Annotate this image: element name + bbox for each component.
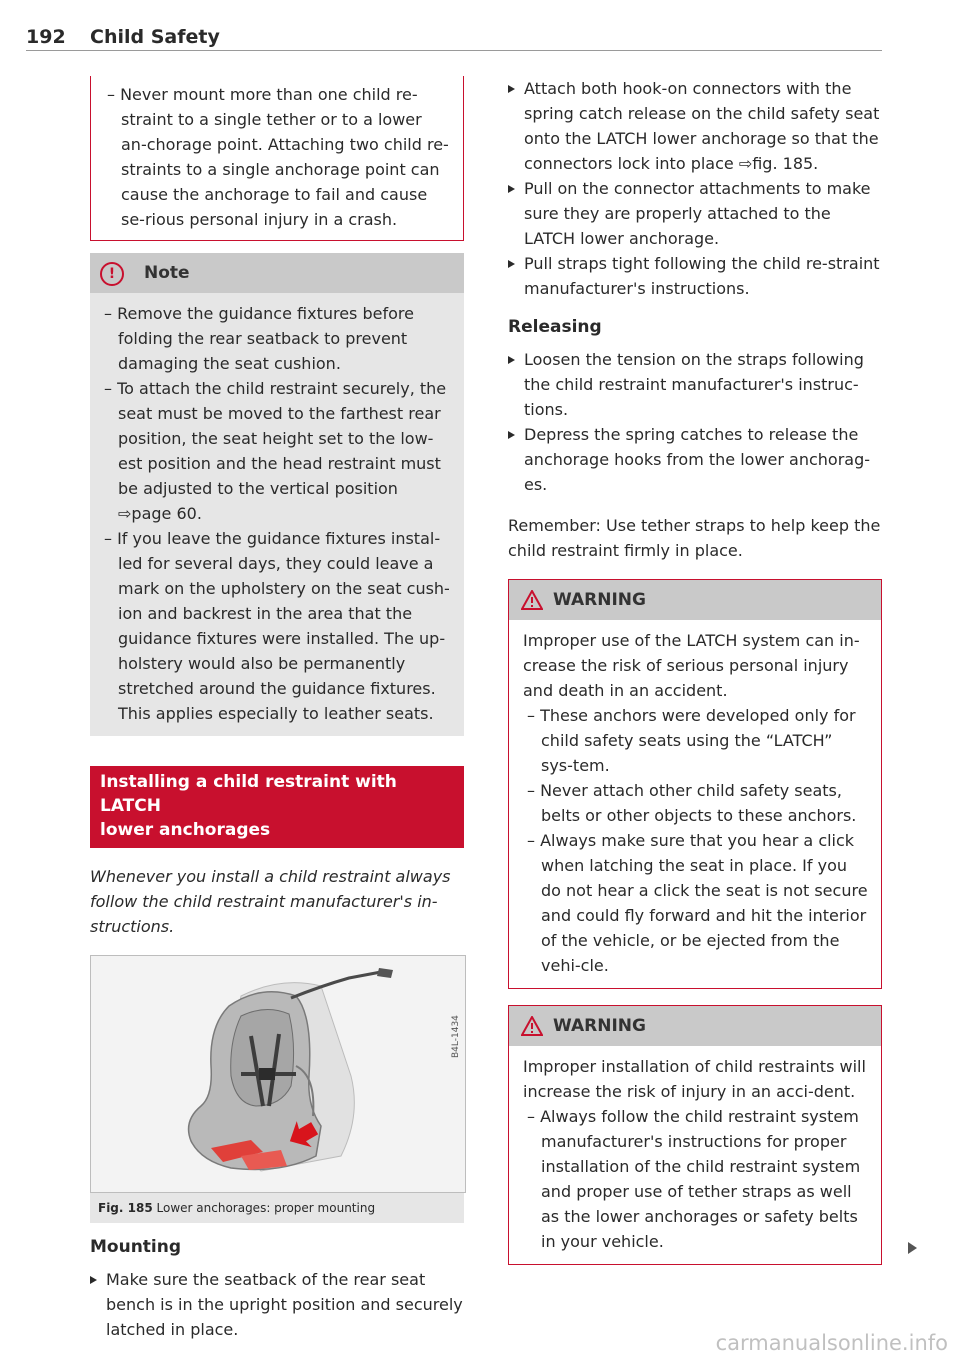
mounting-step-text: Make sure the seatback of the rear seat bench is in the upright position and securely latched in place. <box>106 1270 463 1339</box>
figure-code <box>449 1000 461 1060</box>
child-seat-illustration <box>91 956 465 1192</box>
continue-arrow-icon <box>908 1242 917 1254</box>
bullet-triangle-icon <box>508 431 515 439</box>
bullet-triangle-icon <box>508 356 515 364</box>
releasing-step-text: Loosen the tension on the straps following the child restraint manufacturer's instruc-tions. <box>524 350 864 419</box>
figure-label: Fig. 185 <box>98 1201 153 1215</box>
section-heading <box>90 766 464 848</box>
section-title-line2: lower anchorages <box>100 820 271 840</box>
releasing-list <box>508 347 882 497</box>
mounting-step <box>90 1267 464 1342</box>
warning-header <box>509 1006 881 1046</box>
warning-triangle-icon <box>521 1016 543 1036</box>
figure-caption-text: Lower anchorages: proper mounting <box>156 1201 376 1215</box>
figure-185 <box>90 955 466 1193</box>
releasing-heading: Releasing <box>508 317 602 337</box>
warning-header <box>509 580 881 620</box>
note-box <box>90 253 464 736</box>
releasing-step-text: Depress the spring catches to release the anchorage hooks from the lower anchorag-es. <box>524 425 871 494</box>
left-column <box>90 76 464 1342</box>
releasing-step <box>508 422 882 497</box>
warning-triangle-icon <box>521 590 543 610</box>
section-intro: Whenever you install a child restraint always follow the child restraint manufacturer's in-structions. <box>90 867 451 936</box>
warning-body <box>509 620 881 988</box>
mounting-step <box>508 176 882 251</box>
watermark: carmanualsonline.info <box>715 1331 948 1355</box>
figure-caption <box>90 1193 464 1223</box>
warning-body <box>509 1046 881 1264</box>
mounting-list-continued <box>508 76 882 301</box>
remember-text: Remember: Use tether straps to help keep the child restraint firmly in place. <box>508 516 881 560</box>
mounting-step-text: Attach both hook-on connectors with the spring catch release on the child safety seat onto the LATCH lower anchorage so that the connectors lock into place ⇨fig. 185. <box>524 79 880 173</box>
mounting-step-text: Pull straps tight following the child re-straint manufacturer's instructions. <box>524 254 880 298</box>
bullet-triangle-icon <box>508 85 515 93</box>
bullet-triangle-icon <box>508 185 515 193</box>
warning-continued-box <box>90 76 464 241</box>
warning-item: – These anchors were developed only for child safety seats using the “LATCH” sys-tem. <box>527 706 856 775</box>
note-body <box>90 293 464 736</box>
mounting-heading: Mounting <box>90 1237 182 1257</box>
warning-title: WARNING <box>553 1016 646 1036</box>
warning-intro: Improper use of the LATCH system can in-crease the risk of serious personal injury and death in an accident. <box>523 631 860 700</box>
mounting-step <box>508 76 882 176</box>
note-header <box>90 253 464 293</box>
page-header <box>26 22 882 51</box>
warning-box-installation <box>508 1005 882 1265</box>
warning-title: WARNING <box>553 590 646 610</box>
warning-item: – Always make sure that you hear a click when latching the seat in place. If you do not hear a click the seat is not secure and could fly forward and hit the interior of the vehicle, or be ejected from the vehi-cle. <box>527 831 868 975</box>
chapter-title: Child Safety <box>90 26 220 48</box>
figure-code-text: B4L-1434 <box>451 1015 461 1058</box>
warning-item: – Always follow the child restraint system manufacturer's instructions for proper installation of the child restraint system and proper use of tether straps as well as the lower anchorages or safety belts in your vehicle. <box>527 1107 861 1251</box>
page-number: 192 <box>26 26 66 48</box>
note-item: – Remove the guidance fixtures before folding the rear seatback to prevent damaging the seat cushion. <box>104 304 414 373</box>
releasing-step <box>508 347 882 422</box>
note-item: – If you leave the guidance fixtures instal-led for several days, they could leave a mark on the upholstery on the seat cush-ion and backrest in the area that the guidance fixtures were installed. The up-holstery would also be permanently stretched around the guidance fixtures. This applies especially to leather seats. <box>104 529 450 723</box>
warning-intro: Improper installation of child restraints will increase the risk of injury in an acci-dent. <box>523 1057 866 1101</box>
bullet-triangle-icon <box>90 1276 97 1284</box>
bullet-triangle-icon <box>508 260 515 268</box>
warning-item: – Never attach other child safety seats, belts or other objects to these anchors. <box>527 781 857 825</box>
note-title: Note <box>144 263 190 283</box>
mounting-step-text: Pull on the connector attachments to make sure they are properly attached to the LATCH lower anchorage. <box>524 179 871 248</box>
right-column <box>508 76 882 1265</box>
section-title-line1: Installing a child restraint with LATCH <box>100 772 397 816</box>
note-info-icon: ! <box>100 262 124 286</box>
mounting-step <box>508 251 882 301</box>
mounting-list <box>90 1267 464 1342</box>
note-item: – To attach the child restraint securely, the seat must be moved to the farthest rear position, the seat height set to the low-est position and the head restraint must be adjusted to the vertical position ⇨page 60. <box>104 379 447 523</box>
warning-item: – Never mount more than one child re-straint to a single tether or to a lower an-chorage point. Attaching two child re-straints to a single anchorage point can cause the anchorage to fail and cause se-rious personal injury in a crash. <box>107 85 449 229</box>
warning-box-latch <box>508 579 882 989</box>
